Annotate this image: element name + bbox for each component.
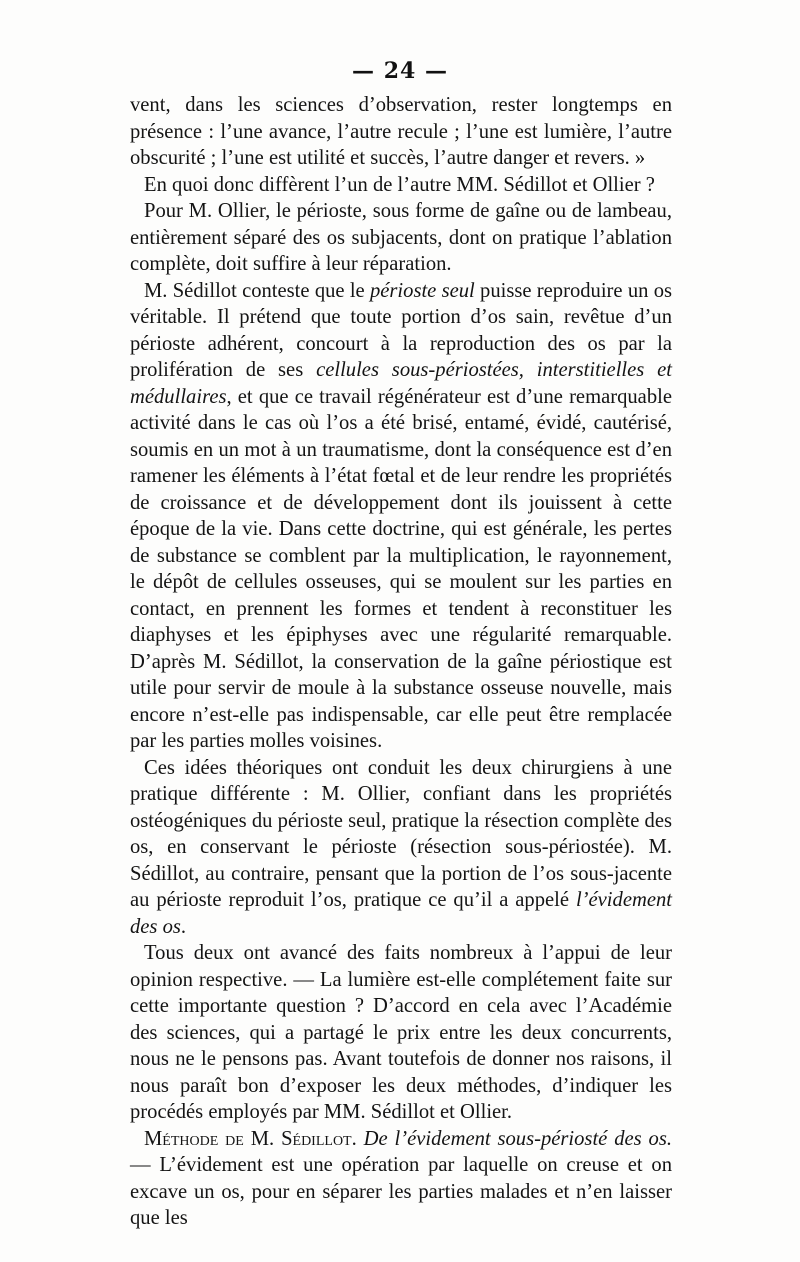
paragraph	[130, 278, 672, 755]
paragraph	[130, 940, 672, 1126]
italic-text: l’évidement des os	[130, 889, 672, 938]
text-segment: Tous deux ont avancé des faits nombreux à l’appui de leur opinion respective. — La lumière est-elle complétement faite sur cette importante question ? D’accord en cela avec l’Académie des sciences, qui a partagé le prix entre les deux concurrents, nous ne le pensons pas. Avant toutefois de donner nos raisons, il nous paraît bon d’exposer les deux méthodes, d’indiquer les procédés employés par MM. Sédillot et Ollier.	[130, 942, 672, 1123]
italic-text: De l’évidement sous-périosté des os.	[363, 1127, 672, 1150]
text-segment	[357, 1128, 364, 1150]
page-number: — 24 —	[352, 58, 448, 84]
text-segment: .	[180, 915, 187, 938]
section-heading: Méthode de M. Sédillot.	[144, 1127, 357, 1150]
text-segment: Ces idées théoriques ont conduit les deux chirurgiens à une pratique différente : M. Ollier, confiant dans les propriétés ostéogéniques du périoste seul, pratique la résection complète des os, en conservant le périoste (résection sous-périostée). M. Sédillot, au contraire, pensant que la portion de l’os sous-jacente au périoste reproduit l’os, pratique ce qu’il a appelé	[130, 756, 672, 911]
text-segment: vent, dans les sciences d’observation, rester longtemps en présence : l’une avance, l’autre recule ; l’une est lumière, l’autre obscurité ; l’une est utilité et succès, l’autre danger et revers. »	[130, 94, 672, 169]
paragraph	[130, 1126, 672, 1232]
body-text	[130, 92, 672, 1232]
italic-text: cellules sous-périostées, interstitielles et médullaires	[130, 359, 673, 408]
text-segment: Pour M. Ollier, le périoste, sous forme de gaîne ou de lambeau, entièrement séparé des os subjacents, dont on pratique l’ablation complète, doit suffire à leur réparation.	[130, 200, 672, 275]
text-segment: M. Sédillot conteste que le	[144, 279, 370, 302]
paragraph	[130, 172, 672, 199]
italic-text: périoste seul	[369, 279, 475, 302]
text-segment: — L’évidement est une opération par laquelle on creuse et on excave un os, pour en séparer les parties malades et n’en laisser que les	[130, 1154, 672, 1229]
paragraph	[130, 198, 672, 278]
paragraph	[130, 755, 672, 941]
text-segment: , et que ce travail régénérateur est d’une remarquable activité dans le cas où l’os a été brisé, entamé, évidé, cautérisé, soumis en un mot à un traumatisme, dont la conséquence est d’en ramener les éléments à l’état fœtal et de leur rendre les propriétés de croissance et de développement dont ils jouissent à cette époque de la vie. Dans cette doctrine, qui est générale, les pertes de substance se comblent par la multiplication, le rayonnement, le dépôt de cellules osseuses, qui se moulent sur les parties en contact, en prennent les formes et tendent à reconstituer les diaphyses et les épiphyses avec une régularité remarquable. D’après M. Sédillot, la conservation de la gaîne périostique est utile pour servir de moule à la substance osseuse nouvelle, mais encore n’est-elle pas indispensable, car elle peut être remplacée par les parties molles voisines.	[130, 385, 672, 752]
text-segment: puisse reproduire un os véritable. Il prétend que toute portion d’os sain, revêtue d’un périoste adhérent, concourt à la reproduction des os par la prolifération de ses	[130, 279, 672, 381]
paragraph	[130, 92, 672, 172]
text-segment: En quoi donc diffèrent l’un de l’autre MM. Sédillot et Ollier ?	[144, 173, 655, 196]
